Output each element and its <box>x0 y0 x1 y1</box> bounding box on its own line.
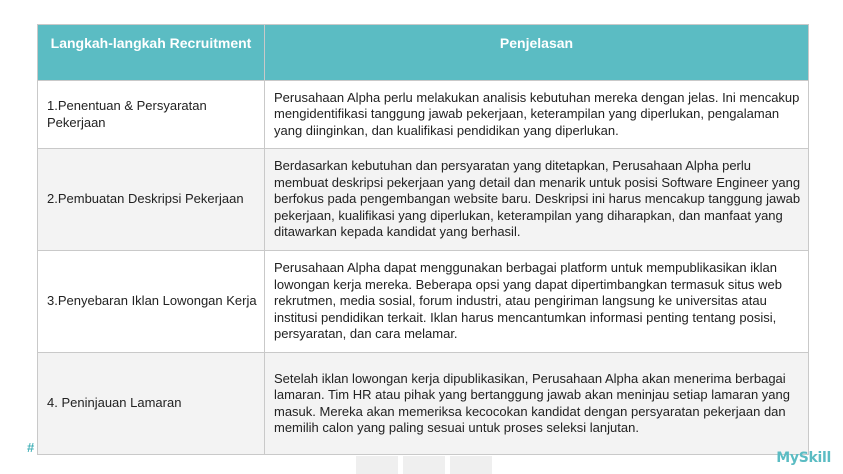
hashtag-text: # <box>27 440 35 455</box>
header-explanation: Penjelasan <box>265 25 809 81</box>
step-cell: 3.Penyebaran Iklan Lowongan Kerja <box>38 251 265 353</box>
footer-tile <box>450 456 492 474</box>
recruitment-table-container <box>37 24 808 455</box>
step-cell: 1.Penentuan & Persyaratan Pekerjaan <box>38 81 265 149</box>
myskill-logo: MySkill <box>776 450 831 466</box>
explanation-cell: Berdasarkan kebutuhan dan persyaratan yang ditetapkan, Perusahaan Alpha perlu membuat deskripsi pekerjaan yang detail dan menarik untuk posisi Software Engineer yang berfokus pada pengembangan website baru. Deskripsi ini harus mencakup tanggung jawab pekerjaan, kualifikasi yang diperlukan, keterampilan yang diharapkan, dan manfaat yang ditawarkan kepada kandidat yang berhasil. <box>265 149 809 251</box>
table-row <box>38 353 809 455</box>
table-row <box>38 251 809 353</box>
footer-tile <box>403 456 445 474</box>
footer-decoration <box>356 456 492 474</box>
step-cell: 2.Pembuatan Deskripsi Pekerjaan <box>38 149 265 251</box>
recruitment-table <box>37 24 809 455</box>
table-row <box>38 81 809 149</box>
explanation-cell: Setelah iklan lowongan kerja dipublikasikan, Perusahaan Alpha akan menerima berbagai lamaran. Tim HR atau pihak yang bertanggung jawab akan meninjau setiap lamaran yang masuk. Mereka akan memeriksa kecocokan kandidat dengan persyaratan pekerjaan dan memilih calon yang paling sesuai untuk proses seleksi lanjutan. <box>265 353 809 455</box>
explanation-cell: Perusahaan Alpha perlu melakukan analisis kebutuhan mereka dengan jelas. Ini mencakup mengidentifikasi tanggung jawab pekerjaan, keterampilan yang diperlukan, pengalaman yang diinginkan, dan kualifikasi pendidikan yang diperlukan. <box>265 81 809 149</box>
header-steps: Langkah-langkah Recruitment <box>38 25 265 81</box>
explanation-cell: Perusahaan Alpha dapat menggunakan berbagai platform untuk mempublikasikan iklan lowongan kerja mereka. Beberapa opsi yang dapat dipertimbangkan termasuk situs web rekrutmen, media sosial, forum industri, atau pengiriman langsung ke universitas atau institusi pendidikan terkait. Iklan harus mencantumkan informasi penting tentang posisi, persyaratan, dan cara melamar. <box>265 251 809 353</box>
table-header-row <box>38 25 809 81</box>
step-cell: 4. Peninjauan Lamaran <box>38 353 265 455</box>
table-row <box>38 149 809 251</box>
footer-tile <box>356 456 398 474</box>
